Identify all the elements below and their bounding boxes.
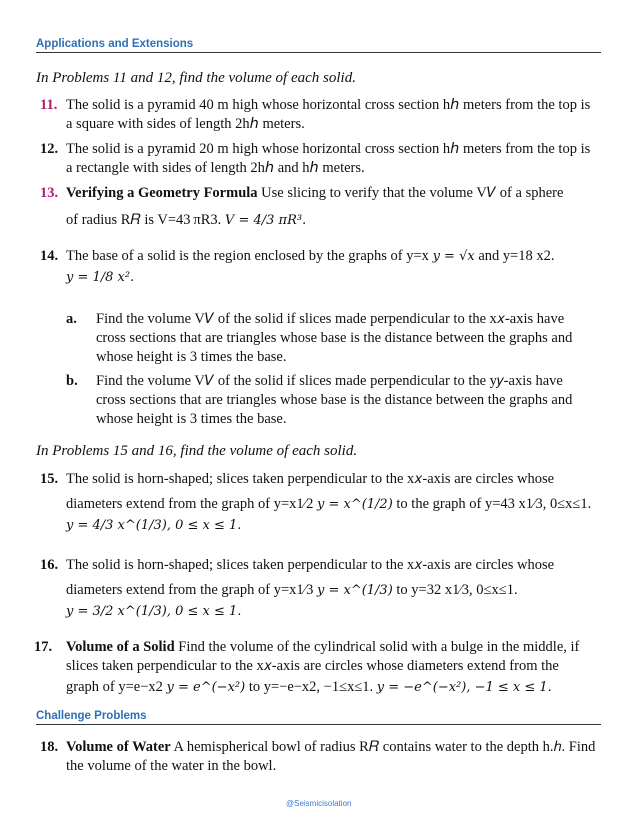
subpart-label: b. [66, 373, 78, 389]
problem-18 [40, 738, 600, 776]
problem-text-line2b: to y=32 x1⁄3, 0≤x≤1. [396, 582, 518, 598]
sphere-volume-formula: V = 4/3 πR³. [224, 213, 307, 228]
problem-17 [34, 638, 600, 697]
problem-text-and: and y=18 x2. [478, 248, 555, 264]
equation-sqrt-x: y = √x [432, 249, 475, 264]
problem-text-line3b: to y=−e−x2, −1≤x≤1. [248, 679, 374, 695]
problem-text-line2b: to the graph of y=43 x1⁄3, 0≤x≤1. [396, 496, 592, 512]
problem-14a [66, 310, 596, 367]
equation-neg-gaussian: y = −e^(−x²), −1 ≤ x ≤ 1. [376, 680, 552, 695]
problem-text: The solid is horn-shaped; slices taken perpendicular to the x𝑥-axis are circles whose [66, 471, 555, 487]
problem-text: The solid is a pyramid 40 m high whose horizontal cross section hℎ meters from the top is a square with sides of length 2hℎ meters. [66, 97, 591, 132]
problem-13 [40, 184, 600, 230]
problem-text: The solid is horn-shaped; slices taken perpendicular to the x𝑥-axis are circles whose [66, 557, 555, 573]
problem-number: 15. [40, 471, 59, 487]
equation-gaussian: y = e^(−x²) [166, 680, 246, 695]
problem-number: 14. [40, 248, 59, 264]
intro-problems-15-16: In Problems 15 and 16, find the volume of each solid. [36, 443, 358, 459]
problem-number: 12. [40, 141, 59, 157]
intro-problems-11-12: In Problems 11 and 12, find the volume of each solid. [36, 70, 356, 86]
equation-x-half: y = x^(1/2) [316, 497, 393, 512]
problem-text-line3a: graph of y=e−x2 [66, 679, 163, 695]
subpart-label: a. [66, 311, 77, 327]
problem-11 [40, 96, 600, 134]
problem-number: 11. [40, 97, 58, 113]
problem-12 [40, 140, 600, 178]
subpart-text: Find the volume V𝑉 of the solid if slices made perpendicular to the x𝑥-axis have cross sections that are triangles whose base is the distance between the graphs and whose height is 3 times the base. [96, 311, 573, 365]
subpart-text: Find the volume V𝑉 of the solid if slices made perpendicular to the y𝑦-axis have cross sections that are triangles whose base is the distance between the graphs and whose height is 3 times the base. [96, 373, 573, 427]
problem-text: The base of a solid is the region enclosed by the graphs of y=x [66, 248, 429, 264]
problem-text: Find the volume of the cylindrical solid with a bulge in the middle, if slices taken perpendicular to the x𝑥-axis are circles whose diameters extend from the [66, 639, 580, 674]
problem-text-line2a: diameters extend from the graph of y=x1⁄2 [66, 496, 314, 512]
problem-14 [40, 247, 600, 266]
problem-text: Use slicing to verify that the volume V𝑉 of a sphere [261, 185, 564, 201]
problem-title: Volume of a Solid [66, 639, 175, 655]
problem-title: Verifying a Geometry Formula [66, 185, 258, 201]
problem-number: 18. [40, 739, 59, 755]
watermark-footer: @Seismicisolation [286, 799, 352, 808]
problem-number: 17. [34, 639, 53, 655]
equation-16: y = 3/2 x^(1/3), 0 ≤ x ≤ 1. [66, 604, 242, 619]
section-heading-applications: Applications and Extensions [36, 38, 601, 53]
problem-text-line2: of radius R𝑅 is V=43 πR3. [66, 212, 222, 228]
problem-16 [40, 556, 600, 600]
problem-text: The solid is a pyramid 20 m high whose horizontal cross section hℎ meters from the top is a rectangle with sides of length 2hℎ and hℎ meters. [66, 141, 591, 176]
problem-number: 13. [40, 185, 59, 201]
equation-x-third: y = x^(1/3) [316, 583, 393, 598]
problem-number: 16. [40, 557, 59, 573]
equation-parabola: y = 1/8 x². [66, 270, 135, 285]
equation-15: y = 4/3 x^(1/3), 0 ≤ x ≤ 1. [66, 518, 242, 533]
problem-15 [40, 470, 600, 514]
section-heading-challenge: Challenge Problems [36, 710, 601, 725]
problem-title: Volume of Water [66, 739, 171, 755]
problem-text-line2a: diameters extend from the graph of y=x1⁄3 [66, 582, 314, 598]
problem-14b [66, 372, 596, 429]
problem-text: A hemispherical bowl of radius R𝑅 contains water to the depth h.ℎ. Find the volume of the water in the bowl. [66, 739, 596, 774]
